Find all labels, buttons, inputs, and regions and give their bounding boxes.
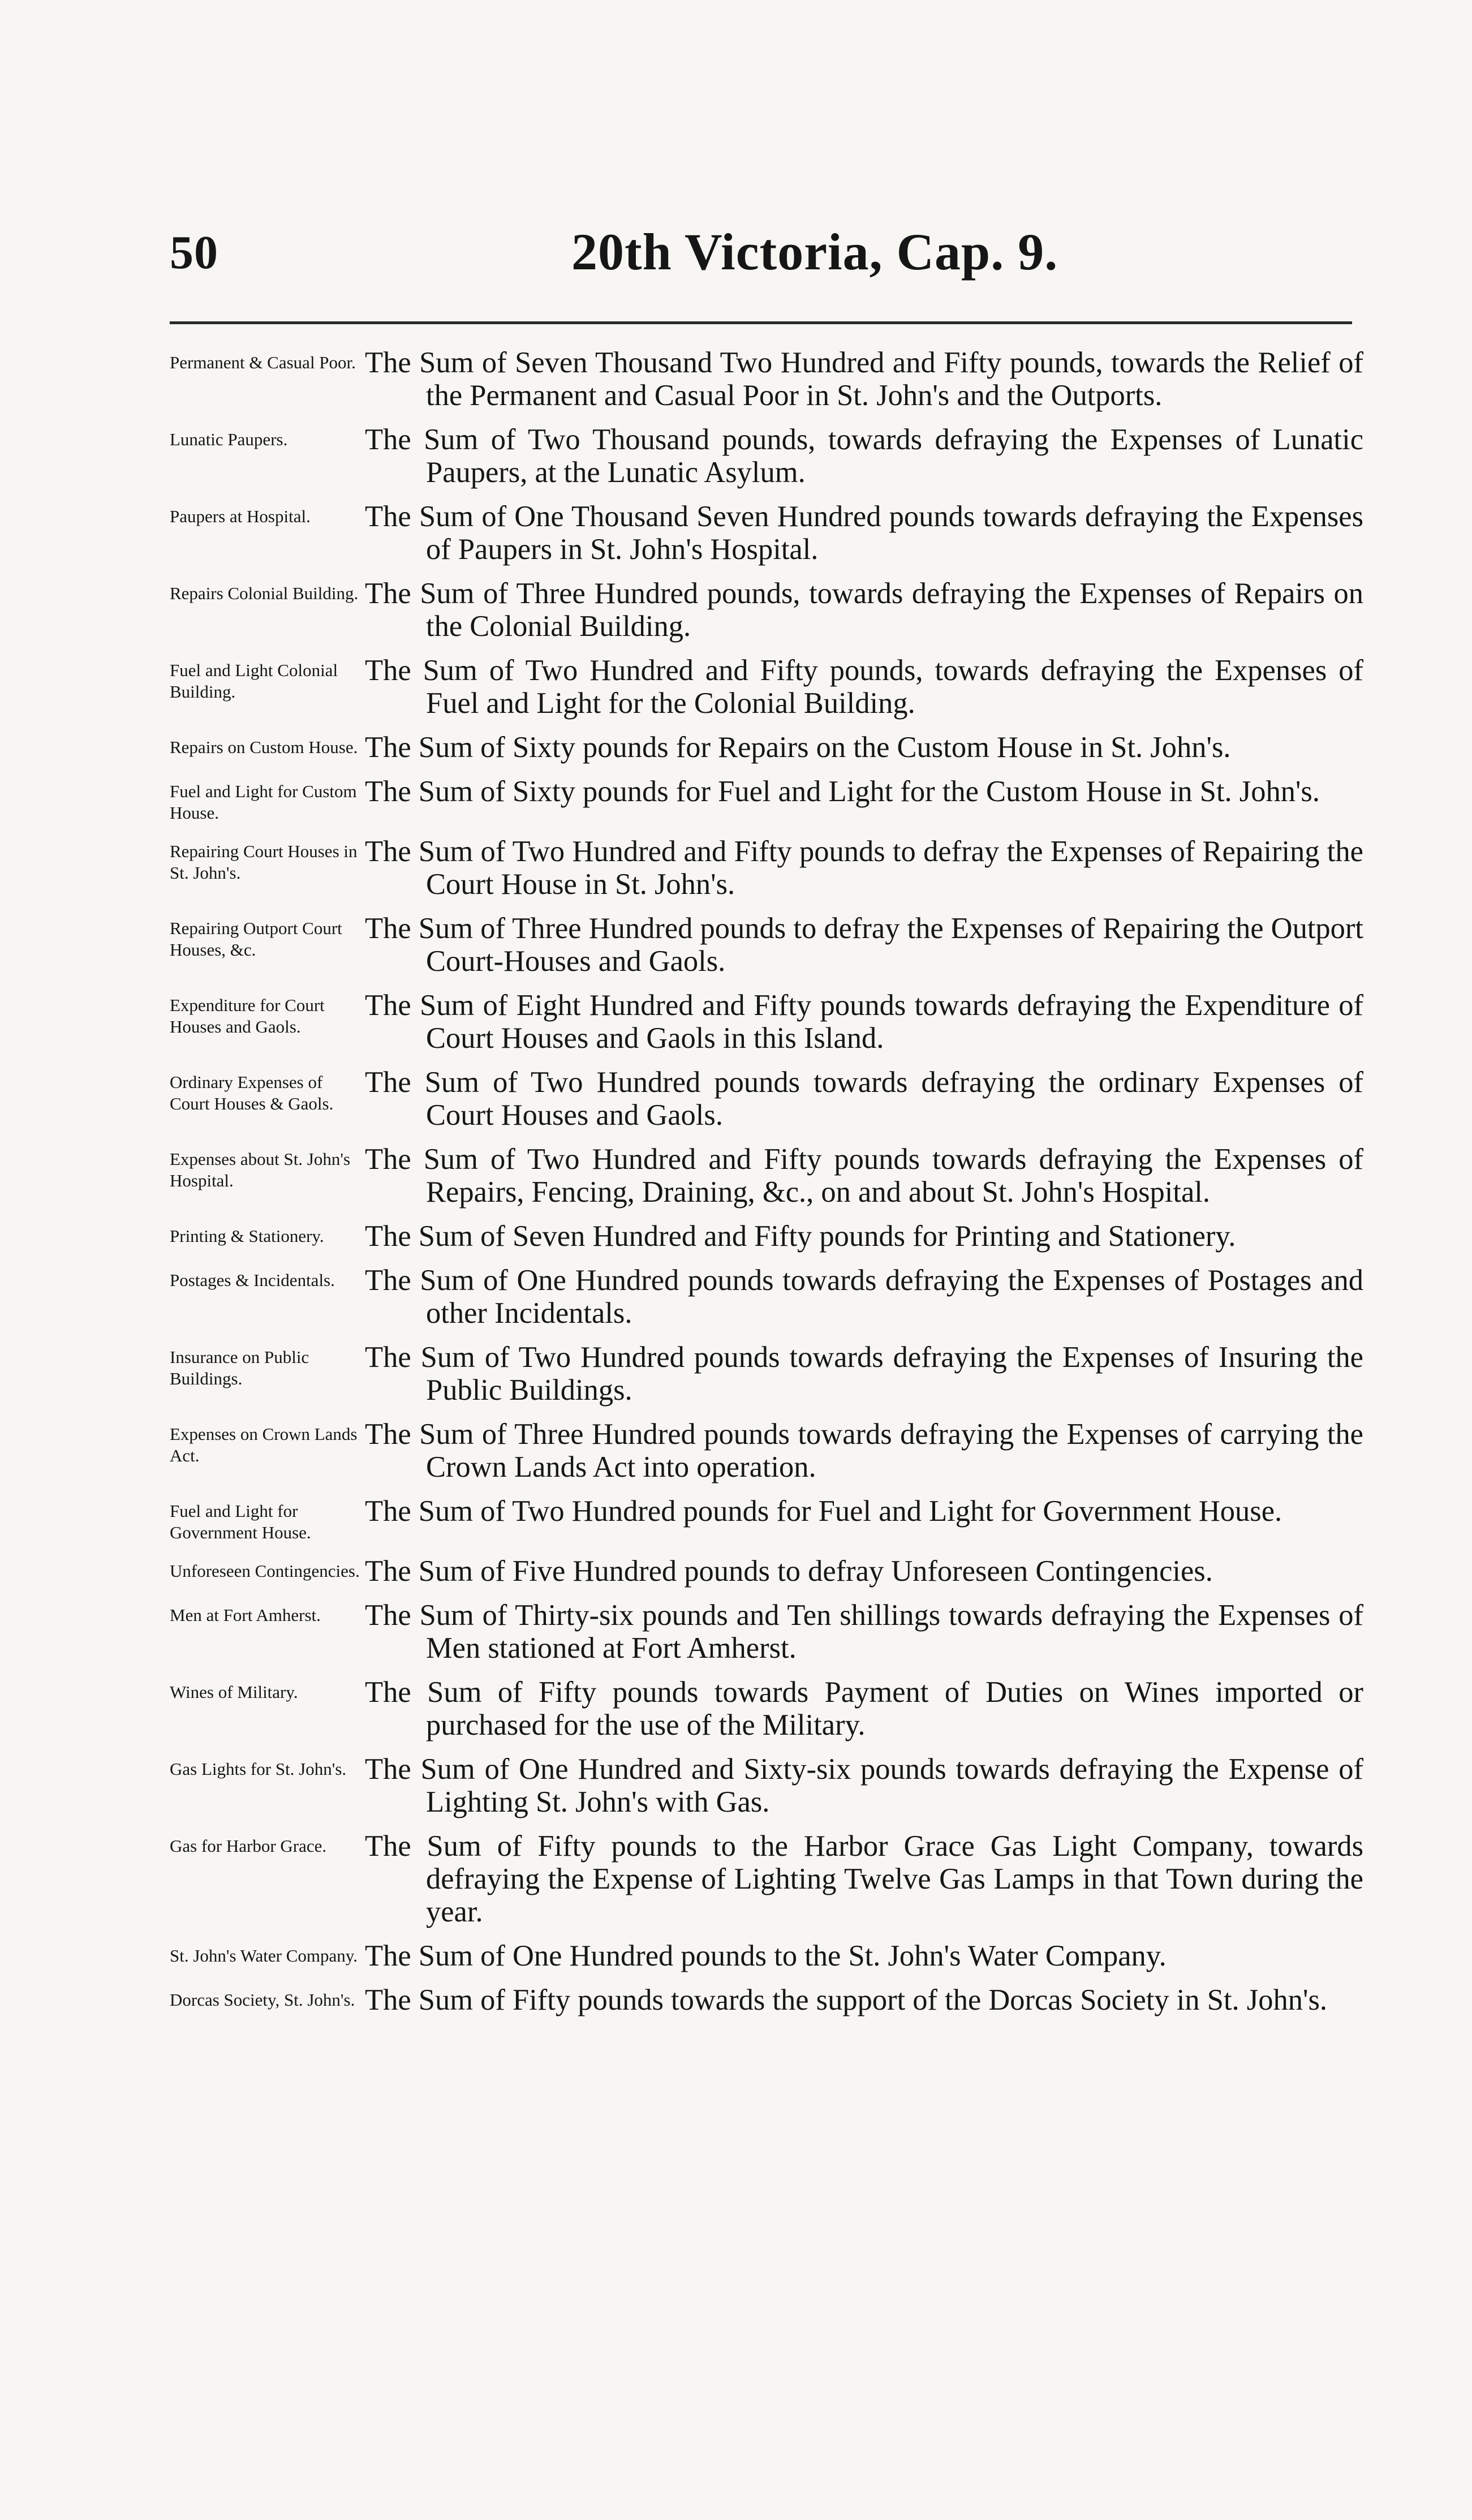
appropriation-entry [170,1264,1363,1330]
margin-note: Gas Lights for St. John's. [170,1759,347,1779]
appropriation-entry [170,1341,1363,1407]
provision-text: The Sum of Seven Hundred and Fifty pounds for Printing and Stationery. [365,1220,1236,1253]
appropriation-entry [170,1143,1363,1209]
margin-note: Expenses on Crown Lands Act. [170,1424,358,1465]
appropriation-entry [170,731,1363,764]
provision-text: The Sum of Thirty-six pounds and Ten shillings towards defraying the Expenses of Men stationed at Fort Amherst. [365,1599,1363,1665]
provision-text: The Sum of Fifty pounds towards Payment of Duties on Wines imported or purchased for the use of the Military. [365,1676,1363,1741]
provision-text: The Sum of Seven Thousand Two Hundred and Fifty pounds, towards the Relief of the Permanent and Casual Poor in St. John's and the Outports. [365,346,1363,412]
margin-note: Repairing Court Houses in St. John's. [170,841,358,883]
appropriation-entry [170,654,1363,720]
margin-note: Permanent & Casual Poor. [170,352,356,372]
provision-text: The Sum of One Thousand Seven Hundred pounds towards defraying the Expenses of Paupers in St. John's Hospital. [365,500,1363,566]
margin-note: Repairing Outport Court Houses, &c. [170,918,342,960]
provision-text: The Sum of Two Thousand pounds, towards defraying the Expenses of Lunatic Paupers, at the Lunatic Asylum. [365,423,1363,489]
margin-note: Wines of Military. [170,1682,298,1702]
appropriation-entry [170,835,1363,901]
appropriation-entry [170,1940,1363,1972]
appropriation-entry [170,1753,1363,1818]
appropriation-entry [170,346,1363,412]
margin-note: Dorcas Society, St. John's. [170,1990,355,2010]
provision-text: The Sum of One Hundred pounds towards defraying the Expenses of Postages and other Incidentals. [365,1264,1363,1330]
page-number: 50 [170,226,218,279]
running-title: 20th Victoria, Cap. 9. [571,223,1058,281]
appropriation-entry [170,1676,1363,1741]
provision-text: The Sum of Fifty pounds towards the support of the Dorcas Society in St. John's. [365,1984,1327,2016]
margin-note: Unforeseen Contingencies. [170,1561,360,1581]
margin-note: Repairs Colonial Building. [170,583,359,603]
header-rule [170,321,1352,324]
margin-note: Postages & Incidentals. [170,1270,335,1290]
margin-note: Repairs on Custom House. [170,737,358,757]
margin-note: Fuel and Light Colonial Building. [170,660,338,702]
provision-text: The Sum of Two Hundred pounds towards defraying the Expenses of Insuring the Public Buildings. [365,1341,1363,1407]
margin-note: St. John's Water Company. [170,1946,358,1966]
provision-text: The Sum of Two Hundred and Fifty pounds to defray the Expenses of Repairing the Court House in St. John's. [365,835,1363,901]
margin-note: Printing & Stationery. [170,1226,324,1246]
margin-note: Fuel and Light for Government House. [170,1501,311,1542]
provision-text: The Sum of Three Hundred pounds towards defraying the Expenses of carrying the Crown Lands Act into operation. [365,1418,1363,1483]
provision-text: The Sum of Three Hundred pounds, towards defraying the Expenses of Repairs on the Colonial Building. [365,577,1363,643]
appropriation-entry [170,1830,1363,1928]
margin-note: Fuel and Light for Custom House. [170,781,357,823]
provision-text: The Sum of Sixty pounds for Fuel and Light for the Custom House in St. John's. [365,775,1320,808]
provision-text: The Sum of One Hundred and Sixty-six pounds towards defraying the Expense of Lighting St. John's with Gas. [365,1753,1363,1818]
appropriation-entry [170,1418,1363,1483]
appropriation-entry [170,1495,1363,1543]
provision-text: The Sum of One Hundred pounds to the St. John's Water Company. [365,1940,1167,1972]
appropriation-entry [170,775,1363,824]
provision-text: The Sum of Two Hundred and Fifty pounds, towards defraying the Expenses of Fuel and Light for the Colonial Building. [365,654,1363,720]
margin-note: Insurance on Public Buildings. [170,1347,309,1388]
appropriation-list [170,346,1363,2016]
margin-note: Lunatic Paupers. [170,429,288,449]
appropriation-entry [170,1555,1363,1588]
margin-note: Expenditure for Court Houses and Gaols. [170,995,325,1037]
margin-note: Expenses about St. John's Hospital. [170,1149,351,1190]
provision-text: The Sum of Five Hundred pounds to defray Unforeseen Contingencies. [365,1555,1213,1588]
appropriation-entry [170,989,1363,1055]
provision-text: The Sum of Three Hundred pounds to defray the Expenses of Repairing the Outport Court-Houses and Gaols. [365,912,1363,978]
provision-text: The Sum of Two Hundred pounds towards defraying the ordinary Expenses of Court Houses and Gaols. [365,1066,1363,1132]
provision-text: The Sum of Two Hundred pounds for Fuel and Light for Government House. [365,1495,1282,1528]
appropriation-entry [170,912,1363,978]
provision-text: The Sum of Two Hundred and Fifty pounds towards defraying the Expenses of Repairs, Fencing, Draining, &c., on and about St. John's Hospital. [365,1143,1363,1209]
provision-text: The Sum of Eight Hundred and Fifty pounds towards defraying the Expenditure of Court Houses and Gaols in this Island. [365,989,1363,1055]
margin-note: Paupers at Hospital. [170,506,311,526]
margin-note: Ordinary Expenses of Court Houses & Gaols. [170,1072,334,1113]
appropriation-entry [170,577,1363,643]
appropriation-entry [170,1984,1363,2016]
appropriation-entry [170,1220,1363,1253]
appropriation-entry [170,1599,1363,1665]
provision-text: The Sum of Fifty pounds to the Harbor Grace Gas Light Company, towards defraying the Expense of Lighting Twelve Gas Lamps in that Town during the year. [365,1830,1363,1928]
appropriation-entry [170,500,1363,566]
margin-note: Men at Fort Amherst. [170,1605,321,1625]
provision-text: The Sum of Sixty pounds for Repairs on the Custom House in St. John's. [365,731,1231,764]
appropriation-entry [170,1066,1363,1132]
appropriation-entry [170,423,1363,489]
margin-note: Gas for Harbor Grace. [170,1836,327,1856]
